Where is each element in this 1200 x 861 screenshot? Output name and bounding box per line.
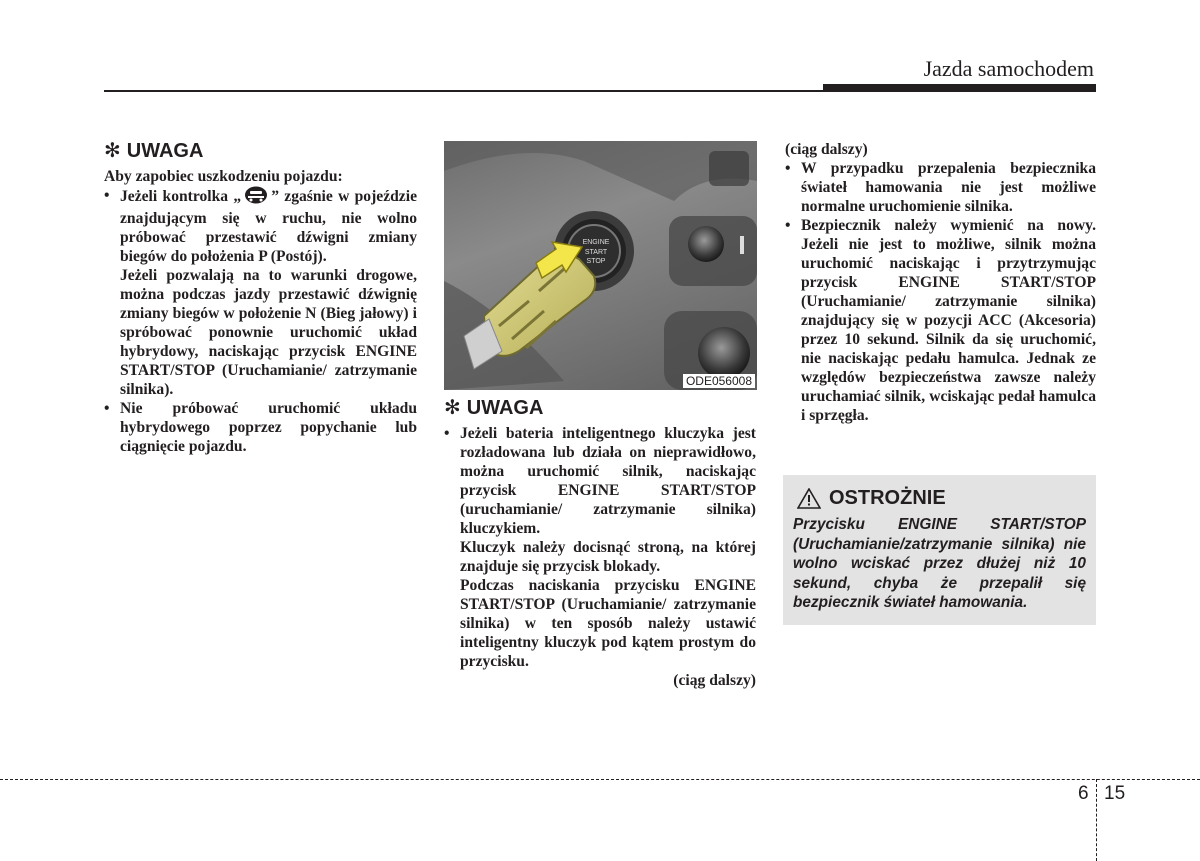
left-bullet-1-text (120, 186, 417, 266)
bullet-text-after-icon: ” zgaśnie w pojeździe znajdującym się w ruchu, nie wolno próbować przestawić dźwigni zmiany biegów do położenia P (Postój). (120, 188, 417, 265)
list-item (444, 424, 756, 671)
middle-column (444, 395, 756, 690)
left-column (104, 138, 417, 456)
header-rule-accent (823, 84, 1096, 92)
figure-code: ODE056008 (683, 374, 755, 388)
footer-dashed-rule (0, 779, 1200, 780)
caution-heading-label: OSTROŻNIE (829, 487, 946, 509)
asterisk-icon: ✻ (104, 138, 121, 162)
left-bullet-list (104, 186, 417, 456)
bullet-icon: • (444, 425, 450, 442)
button-stop-label: STOP (586, 258, 606, 265)
left-intro: Aby zapobiec uszkodzeniu pojazdu: (104, 168, 343, 185)
continued-label: (ciąg dalszy) (673, 672, 756, 689)
left-bullet-1-continuation: Jeżeli pozwalają na to warunki drogowe, można podczas jazdy przestawić dźwignię zmiany biegów w położenie N (Bieg jałowy) i spróbować ponownie uruchomić układ hybrydowy, naciskając przycisk ENGINE START/STOP (Uruchamianie/ zatrzymanie silnika). (120, 267, 417, 398)
footer-dashed-divider (1096, 779, 1097, 861)
right-bullet-2-text: Bezpiecznik należy wymienić na nowy. Jeżeli nie jest to możliwe, silnik można uruchomić naciskając i przytrzymując przycisk ENGINE START/STOP (Uruchamianie/ zatrzymanie silnika) znajdujący się w pozycji ACC (Akcesoria) przez 10 sekund. Silnik da się uruchomić, nie naciskając pedału hamulca. Jednak ze względów bezpieczeństwa zawsze należy uruchamiać silnik, wciskając pedał hamulca i sprzęgła. (801, 217, 1096, 424)
middle-uwaga-heading (444, 395, 756, 420)
list-item (104, 186, 417, 399)
car-indicator-icon (244, 186, 268, 209)
caution-heading (793, 485, 1086, 511)
list-item (785, 216, 1096, 425)
caution-box (783, 475, 1096, 625)
right-bullet-list (785, 159, 1096, 425)
start-button-illustration (444, 141, 757, 390)
right-column (785, 140, 1096, 425)
button-engine-label: ENGINE (582, 239, 610, 246)
page-header-title: Jazda samochodem (923, 56, 1094, 81)
caution-text: Przycisku ENGINE START/STOP (Uruchamianie/zatrzymanie silnika) nie wolno wciskać przez dłużej niż 10 sekund, chyba że przepalił się bezpiecznik świateł hamowania. (793, 516, 1086, 611)
page-number: 15 (1104, 783, 1126, 804)
bullet-text-before-icon: Jeżeli kontrolka „ (120, 188, 242, 205)
middle-bullet-list (444, 424, 756, 671)
chapter-number: 6 (1078, 783, 1089, 804)
bullet-icon: • (785, 160, 791, 177)
bullet-icon: • (785, 217, 791, 234)
middle-uwaga-label: UWAGA (466, 397, 544, 419)
middle-bullet-continuation-2: Podczas naciskania przycisku ENGINE START/STOP (Uruchamianie/ zatrzymanie silnika) w ten sposób należy ustawić inteligentny kluczyk pod kątem prostym do przycisku. (460, 577, 756, 670)
bullet-icon: • (104, 187, 110, 204)
button-start-label: START (584, 249, 608, 256)
bullet-icon: • (104, 400, 110, 417)
left-bullet-2-text: Nie próbować uruchomić układu hybrydowego poprzez popychanie lub ciągnięcie pojazdu. (120, 400, 417, 455)
list-item (104, 399, 417, 456)
right-bullet-1-text: W przypadku przepalenia bezpiecznika świateł hamowania nie jest możliwe normalne uruchomienie silnika. (801, 160, 1096, 215)
middle-bullet-text: Jeżeli bateria inteligentnego kluczyka jest rozładowana lub działa on nieprawidłowo, można uruchomić silnik, naciskając przycisk ENGINE START/STOP (uruchamianie/ zatrzymanie silnika) kluczykiem. (460, 425, 756, 537)
asterisk-icon: ✻ (444, 395, 461, 419)
left-uwaga-label: UWAGA (126, 140, 204, 162)
middle-bullet-continuation-1: Kluczyk należy docisnąć stroną, na której znajduje się przycisk blokady. (460, 539, 756, 575)
start-button-photo (444, 141, 757, 390)
left-uwaga-heading (104, 138, 417, 163)
list-item (785, 159, 1096, 216)
continued-from-label: (ciąg dalszy) (785, 141, 868, 158)
warning-triangle-icon (797, 488, 821, 509)
